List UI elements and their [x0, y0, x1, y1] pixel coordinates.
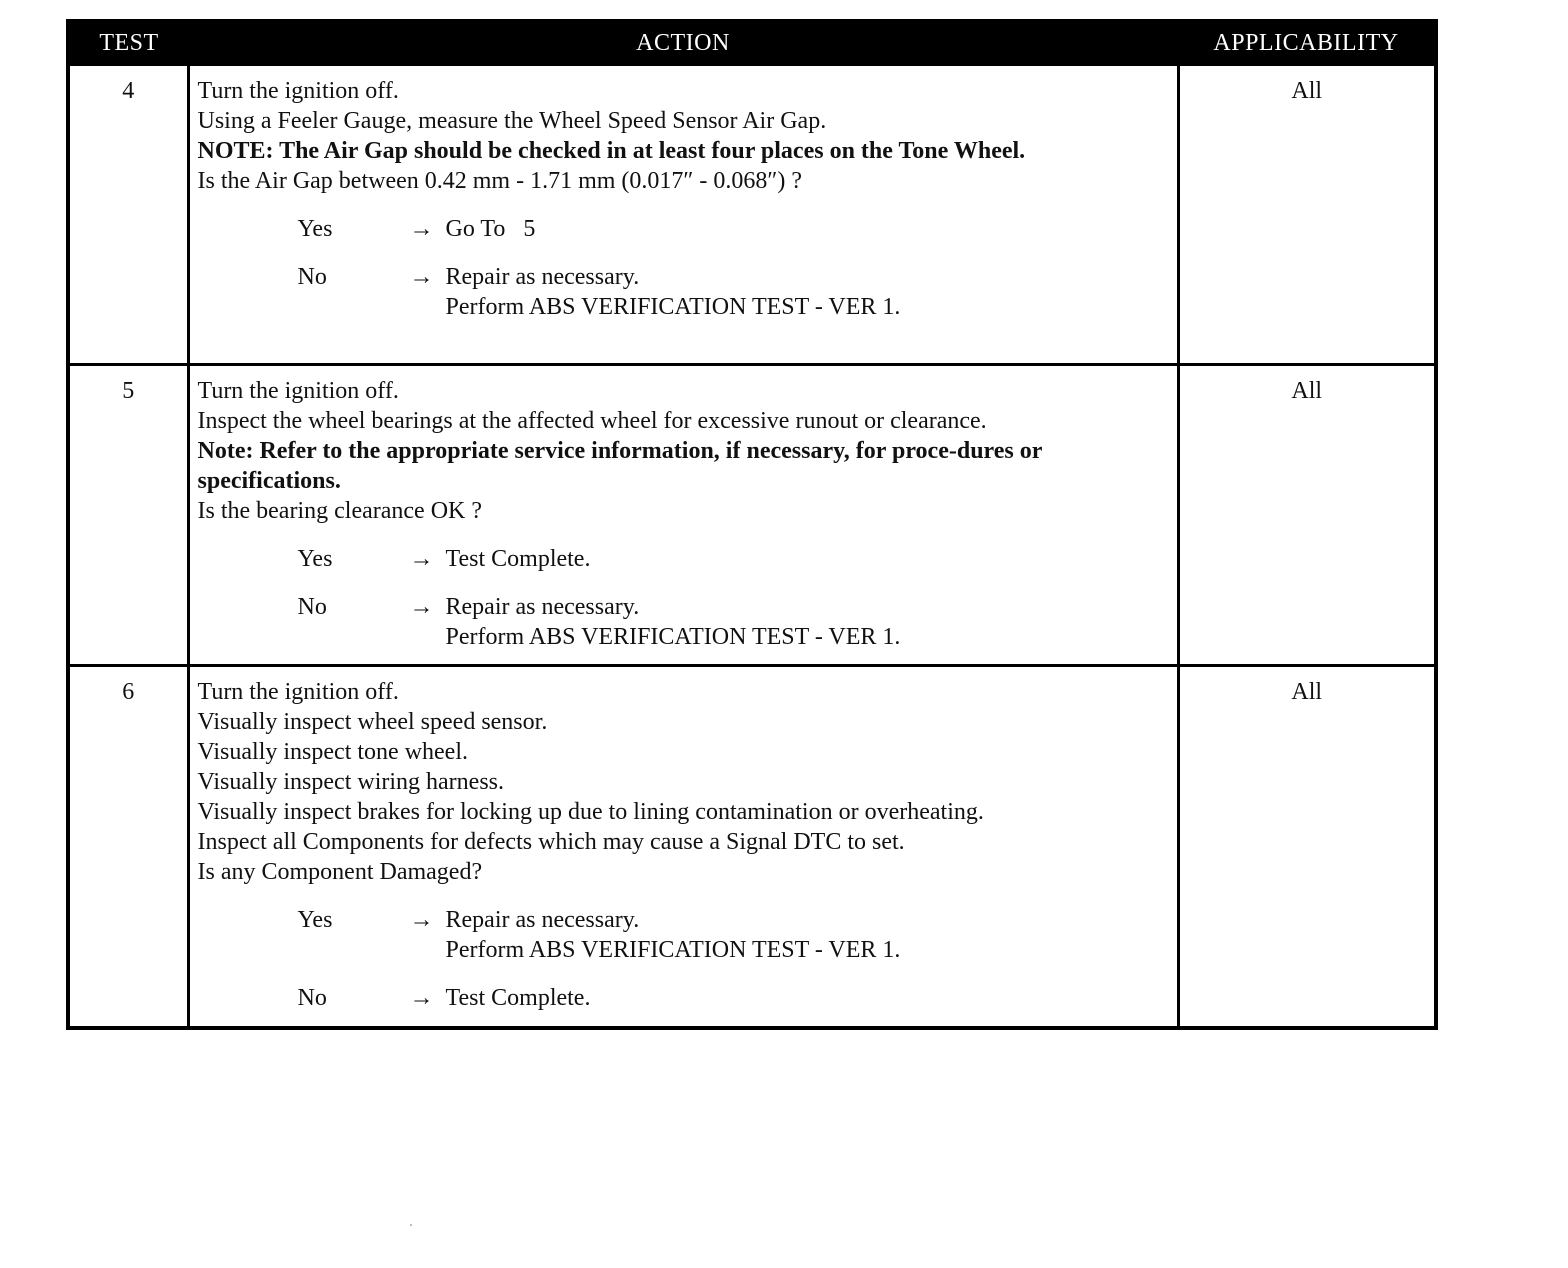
- outcome-yes: [298, 544, 1171, 574]
- outcome-result-line: Test Complete.: [445, 985, 591, 1011]
- applicability-value: All: [1178, 65, 1436, 365]
- applicability-value: All: [1178, 666, 1436, 1028]
- header-test: TEST: [68, 21, 188, 65]
- outcome-answer: Yes: [297, 907, 333, 933]
- right-arrow-icon: →: [409, 594, 434, 620]
- outcome-no: [298, 262, 1171, 322]
- test-number: 5: [68, 365, 188, 666]
- header-action: ACTION: [188, 21, 1178, 65]
- table-header-row: [68, 21, 1436, 65]
- outcome-result: [446, 905, 1171, 965]
- diagnostic-test-sheet: [66, 19, 1434, 1030]
- outcome-answer: No: [297, 985, 327, 1011]
- outcome-result: [446, 983, 1171, 1013]
- outcome-answer: No: [297, 264, 327, 290]
- outcome-yes: [298, 214, 1171, 244]
- right-arrow-icon: →: [409, 985, 434, 1011]
- outcome-result-line: Repair as necessary.: [445, 594, 640, 620]
- action-question: Is the bearing clearance OK ?: [197, 498, 483, 524]
- outcome-result: [446, 544, 1171, 574]
- applicability-value: All: [1178, 365, 1436, 666]
- action-line: Using a Feeler Gauge, measure the Wheel Speed Sensor Air Gap.: [197, 108, 827, 134]
- action-note: NOTE: The Air Gap should be checked in at least four places on the Tone Wheel.: [197, 138, 1026, 164]
- outcome-answer: Yes: [297, 216, 333, 242]
- action-cell: [188, 365, 1178, 666]
- right-arrow-icon: →: [409, 546, 434, 572]
- header-applicability: APPLICABILITY: [1178, 21, 1436, 65]
- action-line: Visually inspect wiring harness.: [197, 769, 505, 795]
- outcome-result-line: Repair as necessary.: [445, 264, 640, 290]
- action-cell: [188, 666, 1178, 1028]
- right-arrow-icon: →: [409, 264, 434, 290]
- outcome-result-line: Repair as necessary.: [445, 907, 640, 933]
- outcome-yes: [298, 905, 1171, 965]
- outcome-result-line: Go To 5: [445, 216, 536, 242]
- action-line: Visually inspect brakes for locking up due to lining contamination or overheating.: [197, 799, 984, 825]
- outcome-answer: Yes: [297, 546, 333, 572]
- action-line: Turn the ignition off.: [197, 78, 399, 104]
- outcome-no: [298, 983, 1171, 1013]
- table-row: [68, 365, 1436, 666]
- outcome-result-line: Perform ABS VERIFICATION TEST - VER 1.: [445, 624, 901, 650]
- action-line: Inspect all Components for defects which may cause a Signal DTC to set.: [197, 829, 905, 855]
- action-line: Inspect the wheel bearings at the affected wheel for excessive runout or clearance.: [197, 408, 987, 434]
- outcome-result: [446, 592, 1171, 652]
- diagnostic-test-table: [66, 19, 1438, 1030]
- action-cell: [188, 65, 1178, 365]
- outcome-result: [446, 214, 1171, 244]
- right-arrow-icon: →: [409, 907, 434, 933]
- outcome-result: [446, 262, 1171, 322]
- action-line: Turn the ignition off.: [197, 679, 399, 705]
- action-question: Is the Air Gap between 0.42 mm - 1.71 mm (0.017″ - 0.068″) ?: [197, 168, 803, 194]
- outcome-result-line: Perform ABS VERIFICATION TEST - VER 1.: [445, 294, 901, 320]
- outcome-result-line: Test Complete.: [445, 546, 591, 572]
- test-number: 6: [68, 666, 188, 1028]
- outcome-answer: No: [297, 594, 327, 620]
- action-line: Visually inspect tone wheel.: [197, 739, 468, 765]
- outcome-result-line: Perform ABS VERIFICATION TEST - VER 1.: [445, 937, 901, 963]
- action-line: Turn the ignition off.: [197, 378, 399, 404]
- right-arrow-icon: →: [409, 216, 434, 242]
- outcome-no: [298, 592, 1171, 652]
- table-row: [68, 65, 1436, 365]
- action-line: Visually inspect wheel speed sensor.: [197, 709, 548, 735]
- action-note: Note: Refer to the appropriate service information, if necessary, for proce-dures or specifications.: [197, 438, 1042, 494]
- test-number: 4: [68, 65, 188, 365]
- scan-speck: [410, 1224, 412, 1226]
- table-row: [68, 666, 1436, 1028]
- action-question: Is any Component Damaged?: [197, 859, 483, 885]
